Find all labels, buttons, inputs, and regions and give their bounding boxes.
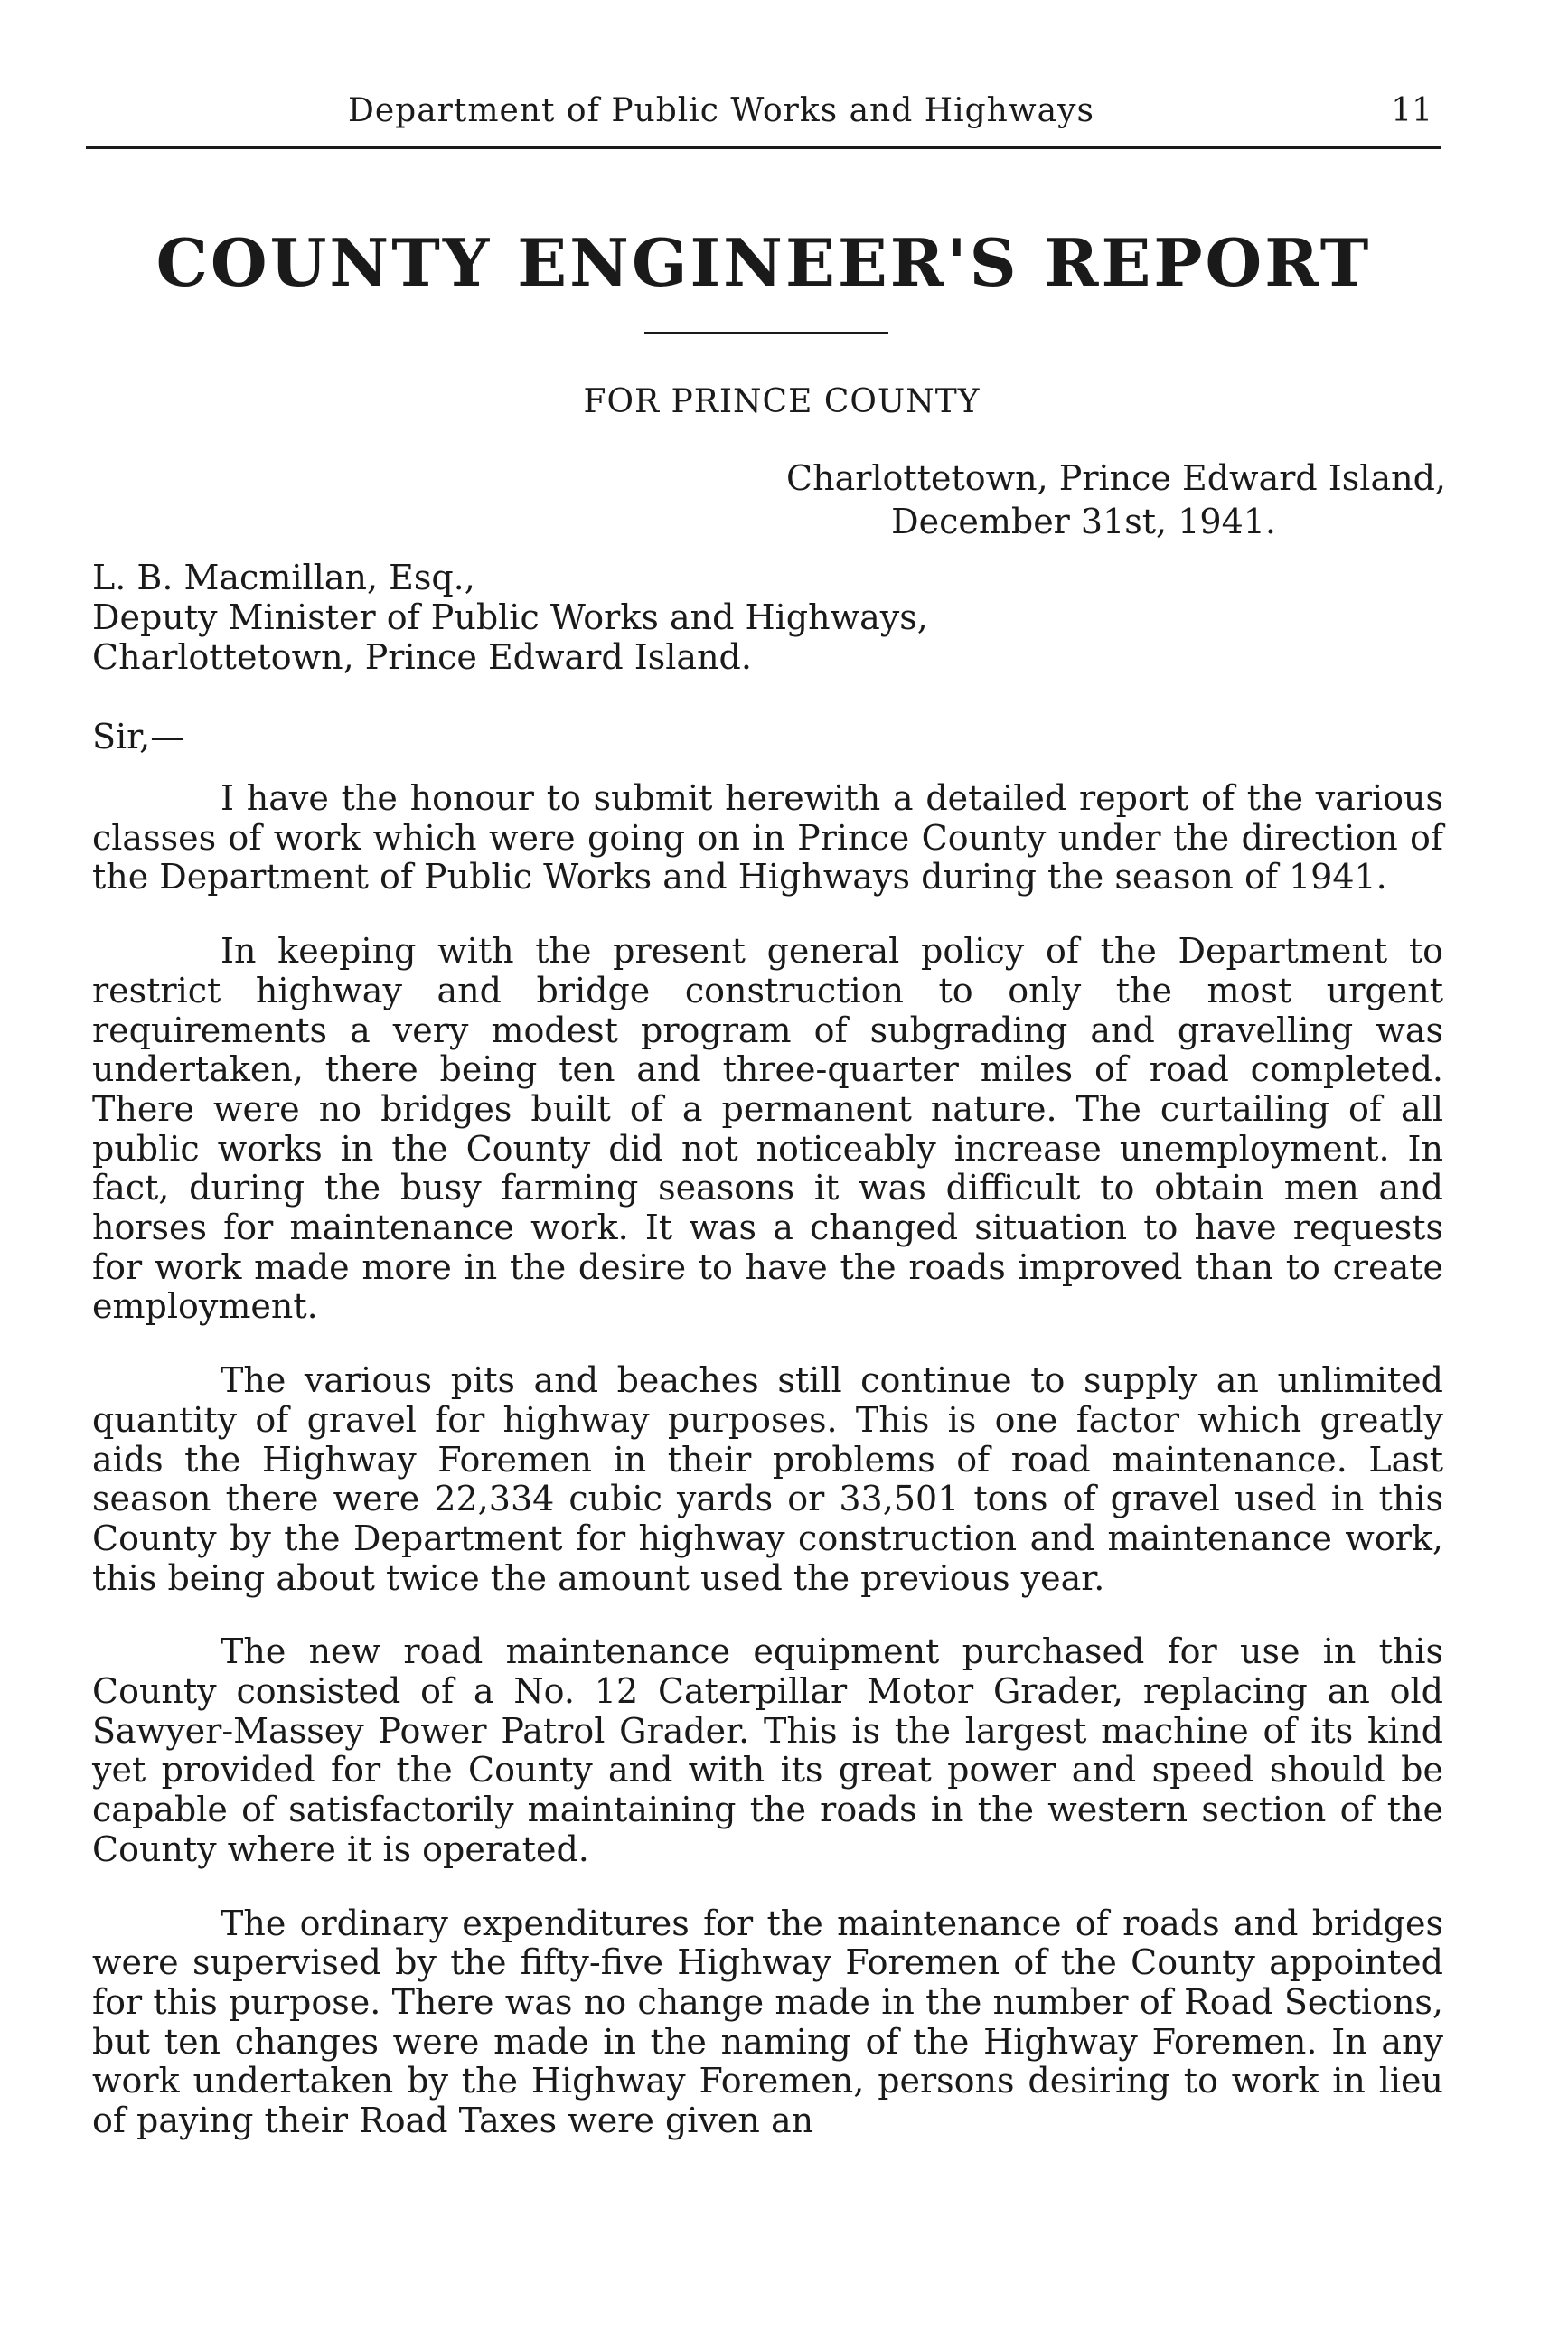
- addressee-block: [92, 558, 928, 677]
- page-number: 11: [1391, 92, 1432, 129]
- dateline-place: Charlottetown, Prince Edward Island,: [786, 458, 1446, 498]
- header-rule: [86, 146, 1441, 149]
- addressee-location: Charlottetown, Prince Edward Island.: [92, 637, 752, 677]
- running-title: Department of Public Works and Highways: [348, 92, 1094, 129]
- salutation: Sir,—: [92, 717, 185, 757]
- body-paragraph: I have the honour to submit herewith a detailed report of the various classes of work which were going on in Prince County under the direction of the Department of Public Works and Highways during the season of 1941.: [92, 778, 1443, 898]
- dateline-date: December 31st, 1941.: [891, 502, 1276, 541]
- addressee-title: Deputy Minister of Public Works and Highways,: [92, 597, 928, 637]
- body-paragraph: The new road maintenance equipment purchased for use in this County consisted of a No. 12 Caterpillar Motor Grader, replacing an old Sawyer-Massey Power Patrol Grader. This is the largest machine of its kind yet provided for the County and with its great power and speed should be capable of satisfactorily maintaining the roads in the western section of the County where it is operated.: [92, 1631, 1443, 1869]
- body-paragraph: The ordinary expenditures for the maintenance of roads and bridges were supervised by the fifty-five Highway Foremen of the County appointed for this purpose. There was no change made in the number of Road Sections, but ten changes were made in the naming of the Highway Foremen. In any work undertaken by the Highway Foremen, persons desiring to work in lieu of paying their Road Taxes were given an: [92, 1903, 1443, 2141]
- running-header: [86, 90, 1441, 145]
- addressee-name: L. B. Macmillan, Esq.,: [92, 558, 475, 597]
- report-subtitle: FOR PRINCE COUNTY: [583, 383, 981, 420]
- title-rule: [644, 332, 888, 334]
- report-body: [92, 779, 1443, 2141]
- body-paragraph: The various pits and beaches still continue to supply an unlimited quantity of gravel for highway purposes. This is one factor which greatly aids the Highway Foremen in their problems of road maintenance. Last season there were 22,334 cubic yards or 33,501 tons of gravel used in this County by the Department for highway construction and maintenance work, this being about twice the amount used the previous year.: [92, 1360, 1443, 1598]
- report-title: COUNTY ENGINEER'S REPORT: [155, 224, 1372, 301]
- body-paragraph: In keeping with the present general policy of the Department to restrict highway and bridge construction to only the most urgent requirements a very modest program of subgrading and gravelling was undertaken, there being ten and three-quarter miles of road completed. There were no bridges built of a permanent nature. The curtailing of all public works in the County did not noticeably increase unemployment. In fact, during the busy farming seasons it was difficult to obtain men and horses for maintenance work. It was a changed situation to have requests for work made more in the desire to have the roads improved than to create employment.: [92, 931, 1443, 1327]
- dateline: [786, 456, 1446, 543]
